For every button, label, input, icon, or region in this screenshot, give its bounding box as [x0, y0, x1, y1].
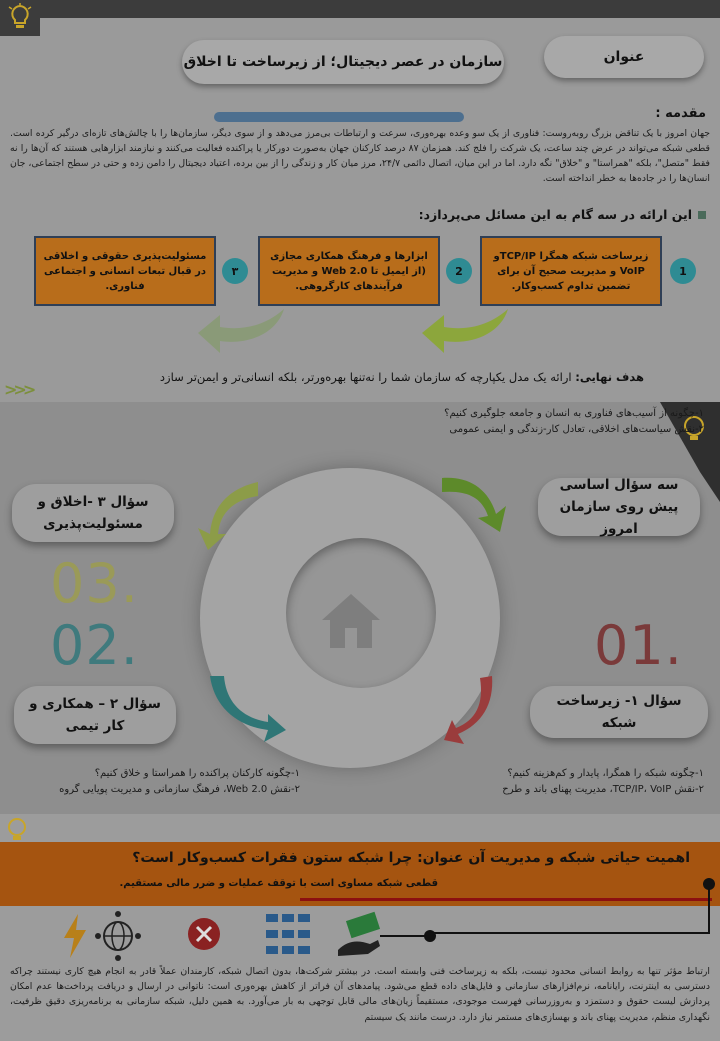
- section-subtitle: قطعی شبکه مساوی است با توقف عملیات و ضرر مالی مستقیم.: [119, 878, 438, 889]
- questions-section: [0, 402, 720, 814]
- number-03: 03.: [50, 552, 139, 615]
- question-1-card: سؤال ۱- زیرساخت شبکه: [530, 686, 708, 738]
- question-2-card: سؤال ۲ – همکاری و کار تیمی: [14, 686, 176, 744]
- chevrons-icon: <<<: [4, 380, 33, 399]
- steps-heading: [419, 207, 706, 222]
- step-box-3: مسئولیت‌پذیری حقوقی و اخلاقی در قبال تبعات انسانی و اجتماعی فناوری.: [34, 236, 216, 306]
- curved-arrow-icon: [420, 305, 510, 357]
- title-label: عنوان: [544, 36, 704, 78]
- network-servers-icon: [262, 910, 314, 962]
- timeline-connector: [430, 882, 710, 934]
- page-title: سازمان در عصر دیجیتال؛ از زیرساخت تا اخلاق: [182, 40, 504, 84]
- q3-detail-1: ۱-چگونه از آسیب‌های فناوری به انسان و جامعه جلوگیری کنیم؟: [444, 408, 704, 419]
- q1-details: [502, 766, 704, 798]
- steps-heading-text: این ارائه در سه گام به این مسائل می‌پردازد:: [418, 207, 692, 222]
- ring-arrow-red-icon: [444, 674, 508, 750]
- section-body-text: ارتباط مؤثر تنها به روابط انسانی محدود نیست، بلکه به زیرساخت فنی وابسته است. در بیشتر شرکت‌ها، بدون اتصال شبکه، کارمندان عملاً قادر به انجام هیچ کاری نیستند چراکه دسترسی به اینترنت، رایانامه، نرم‌افزارهای سازمانی و فایل‌های داده قطع می‌شود. پیامدهای آن فراتر از کاهش بهره‌وری است: ناتوانی در ارسال و دریافت پرداخت‌ها عدم امکان پردازش لیست حقوق و دستمزد و به‌روزرسانی فهرست موجودی، مستقیماً زیان‌های مالی قابل توجهی به بار می‌آورد. به همین دلیل، شبکه سازمانی به برنامه‌ریزی دقیق ظرفیت، نگهداری منظم، مدیریت پهنای باند و بهسازی‌های مستمر نیاز دارد. درست مانند یک سیستم: [10, 966, 710, 1023]
- curved-arrow-icon: [196, 305, 286, 357]
- final-goal: [160, 370, 644, 384]
- section-header-card: سه سؤال اساسی پیش روی سازمان امروز: [538, 478, 700, 536]
- bulb-badge: [0, 0, 40, 36]
- ring-arrow-olive-icon: [196, 476, 262, 550]
- step-number-1: 1: [670, 258, 696, 284]
- globe-network-icon: [92, 910, 144, 962]
- lightning-icon: [58, 910, 92, 962]
- number-02: 02.: [50, 614, 139, 677]
- q1-detail-1: ۱-چگونه شبکه را همگرا، پایدار و کم‌هزینه کنیم؟: [507, 768, 704, 779]
- step-box-2: ابزارها و فرهنگ همکاری مجازی (از ایمیل تا Web 2.0 و مدیریت فرآیندهای کارگروهی.: [258, 236, 440, 306]
- step-number-3: ۳: [222, 258, 248, 284]
- intro-heading: مقدمه :: [655, 106, 706, 121]
- q2-detail-2: ۲-نقش Web 2.0، فرهنگ سازمانی و مدیریت پویایی گروه: [59, 784, 300, 795]
- final-goal-label: هدف نهایی:: [575, 370, 644, 384]
- final-goal-text: ارائه یک مدل یکپارچه که سازمان شما را نه‌تنها بهره‌ورتر، بلکه انسانی‌تر و ایمن‌تر سازد: [159, 370, 572, 384]
- error-x-icon: [186, 916, 222, 952]
- divider-bar: [214, 112, 464, 122]
- bullet-square-icon: [698, 211, 706, 219]
- lightbulb-icon: [7, 3, 33, 33]
- step-number-2: 2: [446, 258, 472, 284]
- timeline-line: [380, 935, 432, 937]
- home-icon: [318, 588, 384, 654]
- q3-details: [444, 406, 704, 438]
- ring-arrow-green-icon: [438, 462, 508, 532]
- number-01: 01.: [594, 614, 683, 677]
- q1-detail-2: ۲-نقش TCP/IP، VoIP، مدیریت پهنای باند و طرح: [502, 784, 704, 795]
- timeline-dot: [703, 878, 715, 890]
- ring-arrow-teal-icon: [206, 672, 286, 746]
- top-bar: [38, 0, 720, 18]
- money-hand-icon: [334, 910, 386, 962]
- intro-section: [0, 0, 720, 402]
- q2-details: [59, 766, 300, 798]
- intro-text: جهان امروز با یک تناقض بزرگ روبه‌روست: فناوری از یک سو وعده بهره‌وری، سرعت و ارتباطات بی‌مرز می‌دهد و از سوی دیگر، سازمان‌ها را با چالش‌های تازه‌ای درگیر کرده است. قطعی شبکه می‌تواند در عرض چند ساعت، یک شرکت را فلج کند. همزمان ۸۷ درصد کارکنان جهان به‌صورت دورکار یا پراکنده فعالیت می‌کنند و نیازمند ابزارهایی هستند که آن‌ها را نه فقط "متصل"، بلکه "همراستا" و "خلاق" نگه دارد. اما در این میان، اتصال دائمی ۲۴/۷، مرز میان کار و زندگی را از بین برده، اعتیاد دیجیتال را دامن زده و حتی در سطح اجتماعی، جان انسان‌ها را در جاده‌ها به خطر انداخته است.: [10, 128, 710, 184]
- question-3-card: سؤال ۳ -اخلاق و مسئولیت‌پذیری: [12, 484, 174, 542]
- q3-detail-2: ۲-نقش سیاست‌های اخلاقی، تعادل کار-زندگی و ایمنی عمومی: [449, 424, 704, 435]
- q2-detail-1: ۱-چگونه کارکنان پراکنده را همراستا و خلاق کنیم؟: [94, 768, 300, 779]
- section-title: اهمیت حیاتی شبکه و مدیریت آن عنوان: چرا شبکه ستون فقرات کسب‌وکار است؟: [132, 850, 690, 866]
- step-box-1: زیرساخت شبکه همگرا TCP/IPو VoIP و مدیریت صحیح آن برای تضمین تداوم کسب‌وکار.: [480, 236, 662, 306]
- network-section: [0, 814, 720, 1041]
